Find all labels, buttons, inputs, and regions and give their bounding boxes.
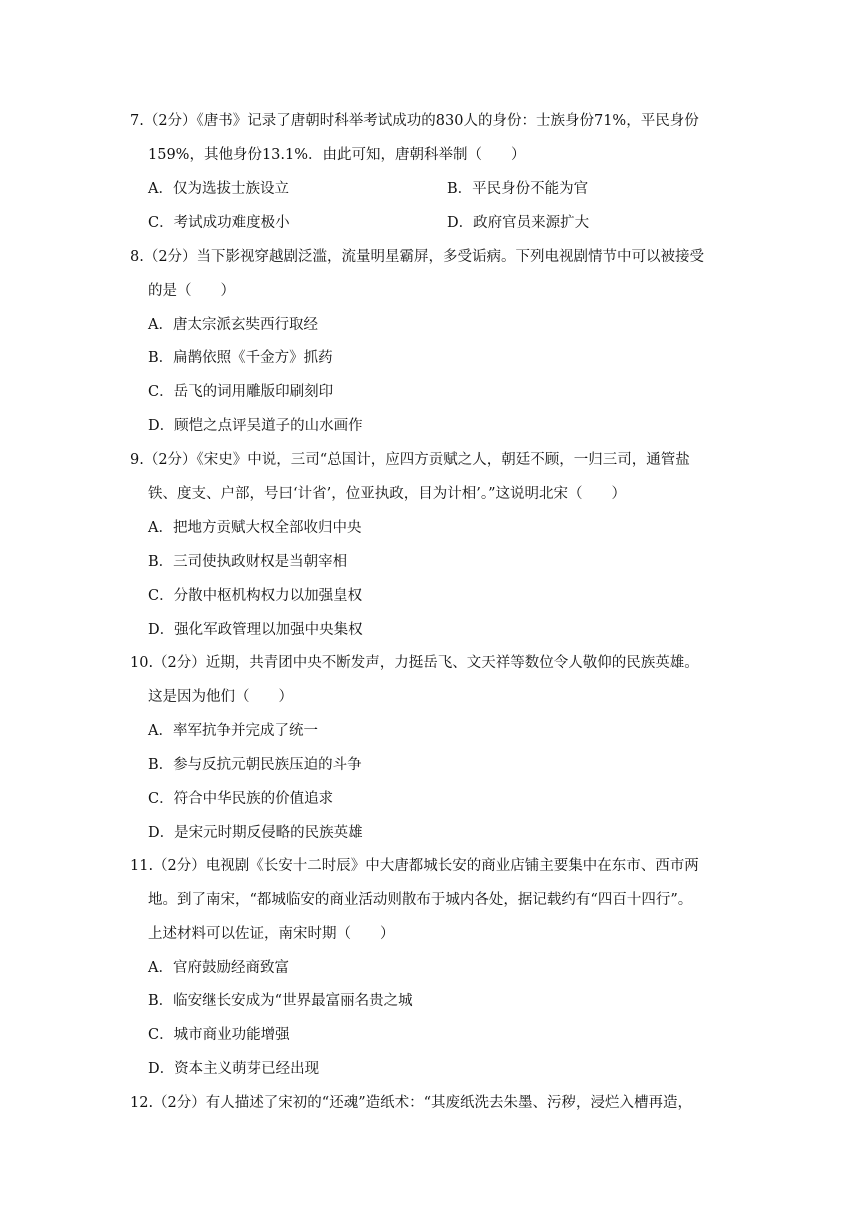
question-9-option-c: C．分散中枢机构权力以加强皇权	[148, 588, 363, 604]
question-12-stem-line-1: 12.（2分）有人描述了宋初的“还魂”造纸术：“其废纸洗去朱墨、污秽，浸烂入槽再造，	[130, 1095, 693, 1111]
question-8-stem-line-1: 8.（2分）当下影视穿越剧泛滥，流量明星霸屏，多受诟病。下列电视剧情节中可以被接受	[130, 249, 705, 265]
question-11-option-c: C．城市商业功能增强	[148, 1027, 290, 1043]
question-8-option-d: D．顾恺之点评吴道子的山水画作	[148, 418, 363, 434]
question-10-option-c: C．符合中华民族的价值追求	[148, 791, 334, 807]
question-7-option-b: B．平民身份不能为官	[447, 181, 589, 197]
question-8-option-c: C．岳飞的词用雕版印刷刻印	[148, 384, 334, 400]
question-9-option-a: A．把地方贡赋大权全部收归中央	[148, 520, 362, 536]
question-7-option-a: A．仅为选拔士族设立	[148, 181, 289, 197]
question-11-stem-line-2: 地。到了南宋，“都城临安的商业活动则散布于城内各处，据记载约有“四百十四行”。	[148, 892, 693, 908]
question-10-stem-line-2: 这是因为他们（ ）	[148, 689, 293, 705]
question-8-option-b: B．扁鹊依照《千金方》抓药	[148, 350, 333, 366]
question-11-option-a: A．官府鼓励经商致富	[148, 960, 289, 976]
question-8-option-a: A．唐太宗派玄奘西行取经	[148, 317, 318, 333]
question-11-option-d: D．资本主义萌芽已经出现	[148, 1061, 320, 1077]
question-11-stem-line-3: 上述材料可以佐证，南宋时期（ ）	[148, 926, 395, 942]
question-7-option-c: C．考试成功难度极小	[148, 215, 290, 231]
question-9-stem-line-1: 9.（2分）《宋史》中说，三司“总国计，应四方贡赋之人，朝廷不顾，一归三司，通管盐	[130, 452, 690, 468]
question-7-stem-line-1: 7.（2分）《唐书》记录了唐朝时科举考试成功的830人的身份：士族身份71%，平民身份	[130, 113, 699, 129]
question-10-option-b: B．参与反抗元朝民族压迫的斗争	[148, 757, 362, 773]
question-10-stem-line-1: 10.（2分）近期，共青团中央不断发声，力挺岳飞、文天祥等数位令人敬仰的民族英雄。	[130, 655, 699, 671]
question-11-option-b: B．临安继长安成为“世界最富丽名贵之城	[148, 993, 413, 1009]
question-8-stem-line-2: 的是（ ）	[148, 283, 235, 299]
question-7-stem-line-2: 159%，其他身份13.1%．由此可知，唐朝科举制（ ）	[148, 147, 526, 163]
question-11-stem-line-1: 11.（2分）电视剧《长安十二时辰》中大唐都城长安的商业店铺主要集中在东市、西市两	[130, 858, 699, 874]
question-9-option-d: D．强化军政管理以加强中央集权	[148, 622, 363, 638]
question-10-option-d: D．是宋元时期反侵略的民族英雄	[148, 825, 363, 841]
question-9-stem-line-2: 铁、度支、户部，号曰‘计省’，位亚执政，目为计相’。”这说明北宋（ ）	[148, 486, 626, 502]
question-7-option-d: D．政府官员来源扩大	[447, 215, 590, 231]
question-9-option-b: B．三司使执政财权是当朝宰相	[148, 554, 348, 570]
question-10-option-a: A．率军抗争并完成了统一	[148, 723, 318, 739]
